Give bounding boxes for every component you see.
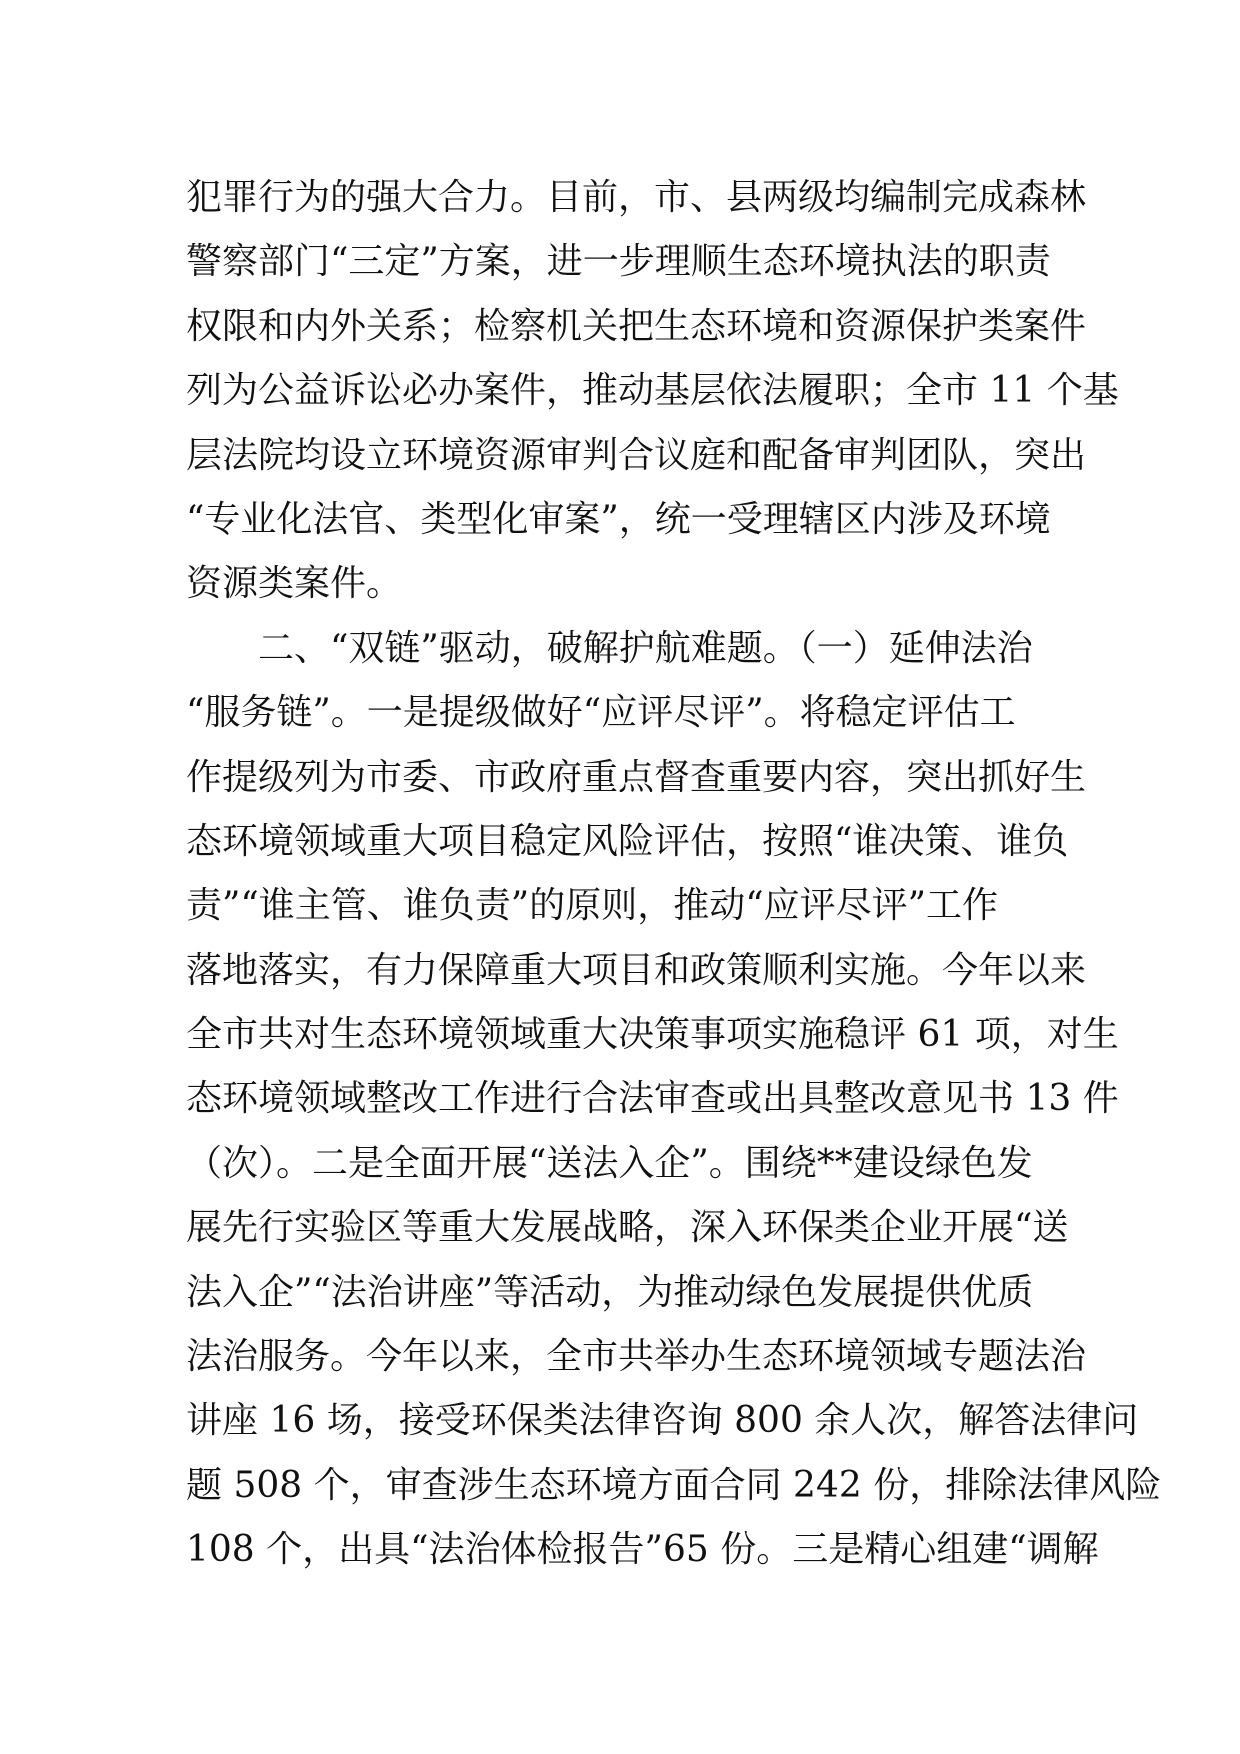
text-line: 态环境领域重大项目稳定风险评估，按照“谁决策、谁负 xyxy=(186,820,1069,862)
text-line: 权限和内外关系；检察机关把生态环境和资源保护类案件 xyxy=(186,305,1087,347)
text-line: 层法院均设立环境资源审判合议庭和配备审判团队，突出 xyxy=(186,434,1087,476)
text-line: 展先行实验区等重大发展战略，深入环保类企业开展“送 xyxy=(186,1207,1069,1249)
text-line: 犯罪行为的强大合力。目前，市、县两级均编制完成森林 xyxy=(186,177,1087,218)
body-text xyxy=(186,166,1162,1583)
text-line: 法入企”“法治讲座”等活动，为推动绿色发展提供优质 xyxy=(186,1271,1034,1313)
text-line: （次）。二是全面开展“送法入企”。围绕**建设绿色发 xyxy=(186,1142,1033,1184)
text-line: 题 508 个，审查涉生态环境方面合同 242 份，排除法律风险 xyxy=(186,1464,1162,1506)
text-line: 讲座 16 场，接受环保类法律咨询 800 余人次，解答法律问 xyxy=(186,1400,1139,1442)
text-line: 列为公益诉讼必办案件，推动基层依法履职；全市 11 个基 xyxy=(186,370,1119,412)
text-line: “专业化法官、类型化审案”，统一受理辖区内涉及环境 xyxy=(186,498,1051,540)
text-line: 作提级列为市委、市政府重点督查重要内容，突出抓好生 xyxy=(186,756,1087,798)
text-line: 108 个，出具“法治体检报告”65 份。三是精心组建“调解 xyxy=(186,1529,1099,1571)
text-line: 态环境领域整改工作进行合法审查或出具整改意见书 13 件 xyxy=(186,1078,1119,1120)
text-line: 落地落实，有力保障重大项目和政策顺利实施。今年以来 xyxy=(186,949,1087,991)
text-line: 警察部门“三定”方案，进一步理顺生态环境执法的职责 xyxy=(186,241,1051,283)
text-line: 责”“谁主管、谁负责”的原则，推动“应评尽评”工作 xyxy=(186,885,999,927)
text-line: 法治服务。今年以来，全市共举办生态环境领域专题法治 xyxy=(186,1336,1087,1378)
paragraph-start-line: 二、“双链”驱动，破解护航难题。（一）延伸法治 xyxy=(258,627,1033,669)
text-line: “服务链”。一是提级做好“应评尽评”。将稳定评估工 xyxy=(186,692,1016,734)
text-line: 全市共对生态环境领域重大决策事项实施稳评 61 项，对生 xyxy=(186,1014,1119,1056)
text-line: 资源类案件。 xyxy=(186,563,403,605)
